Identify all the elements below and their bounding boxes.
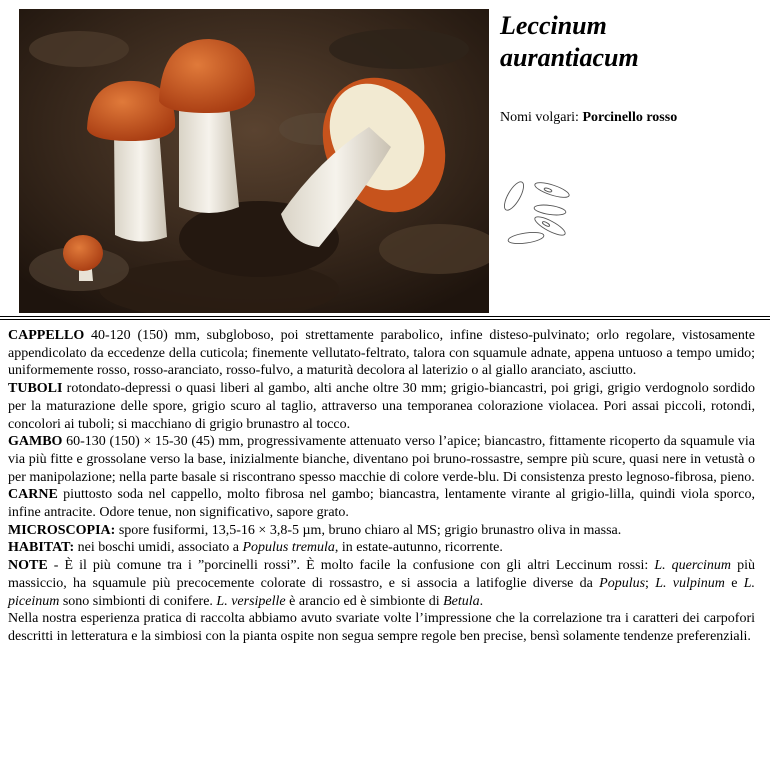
note-i6: Betula xyxy=(443,593,480,609)
title-genus: Leccinum xyxy=(500,11,607,40)
text-habitat-italic: Populus tremula xyxy=(242,540,335,556)
section-cappello xyxy=(8,327,755,380)
heading-carne: CARNE xyxy=(8,487,58,503)
note-i3: L. vulpinum xyxy=(655,575,725,591)
text-carne: piuttosto soda nel cappello, molto fibrosa nel gambo; biancastra, lentamente virante al grigio-lilla, quindi viola sporco, infine antracite. Odore tenue, non significativo, sapore grato. xyxy=(8,487,755,521)
section-microscopia xyxy=(8,522,755,540)
common-names-label: Nomi volgari: xyxy=(500,110,583,125)
note-t2: più massiccio, ha squamule più precocemente colorate di rossastro, e si associa a latifoglie diverse da xyxy=(8,558,755,591)
mushroom-illustration xyxy=(19,9,489,313)
note-t6: è arancio ed è simbionte di xyxy=(285,593,444,609)
section-habitat xyxy=(8,539,755,557)
note-i2: Populus xyxy=(599,575,646,591)
species-title xyxy=(500,10,760,74)
note-t1: - È il più comune tra i ”porcinelli rossi”. È molto facile la confusione con gli altri Leccinum rossi: xyxy=(47,558,655,574)
note-i4: L. piceinum xyxy=(8,575,756,609)
heading-cappello: CAPPELLO xyxy=(8,328,85,343)
common-names xyxy=(500,110,677,126)
heading-note: NOTE xyxy=(8,558,48,574)
spores-illustration xyxy=(500,178,580,250)
text-microscopia: spore fusiformi, 13,5-16 × 3,8-5 µm, bruno chiaro al MS; grigio brunastro oliva in massa. xyxy=(115,522,622,538)
heading-tuboli: TUBOLI xyxy=(8,381,63,397)
section-carne xyxy=(8,486,755,521)
section-gambo xyxy=(8,433,755,486)
spores-drawing xyxy=(500,178,580,250)
note-t4: e xyxy=(724,575,744,591)
separator-line-bottom xyxy=(0,319,770,320)
text-habitat-a: nei boschi umidi, associato a xyxy=(74,540,243,556)
heading-microscopia: MICROSCOPIA: xyxy=(8,522,116,538)
note-paragraph-2: Nella nostra esperienza pratica di raccolta abbiamo avuto svariate volte l’impressione che la correlazione tra i caratteri dei carpofori descritti in letteratura e la simbiosi con la pianta ospite non segua sempre regole ben precise, bensì solamente tendenze preferenziali. xyxy=(8,611,755,644)
description-body xyxy=(8,327,755,646)
note-t5: sono simbionti di conifere. xyxy=(59,593,217,609)
separator-line-top xyxy=(0,316,770,317)
text-cappello: 40-120 (150) mm, subgloboso, poi strettamente parabolico, infine disteso-pulvinato; orlo regolare, vistosamente appendicolato da eccedenze della cuticola; finemente vellutato-feltrato, talora con squamule adnate, appena untuoso a tempo umido; uniformemente rosso, rosso-aranciato, rosso-fulvo, a maturità decolora al laterizio o al giallo aranciato, asciutto. xyxy=(8,328,755,379)
text-tuboli: rotondato-depressi o quasi liberi al gambo, alti anche oltre 30 mm; grigio-biancastri, poi grigi, grigio verdognolo sordido per la maturazione delle spore, grigio scuro al taglio, attraverso una temporanea colorazione violacea. Pori assai piccoli, rotondi, concolori ai tuboli; si macchiano di grigio brunastro al tocco. xyxy=(8,381,755,432)
note-i1: L. quercinum xyxy=(654,558,732,574)
note-t3: ; xyxy=(645,575,656,591)
section-tuboli xyxy=(8,380,755,433)
note-i5: L. versipelle xyxy=(216,593,286,609)
text-habitat-b: , in estate-autunno, ricorrente. xyxy=(334,540,503,556)
title-species: aurantiacum xyxy=(500,43,639,72)
heading-habitat: HABITAT: xyxy=(8,540,75,556)
common-name-value: Porcinello rosso xyxy=(582,110,678,125)
mushroom-photo xyxy=(19,9,489,313)
note-t7: . xyxy=(479,593,484,609)
heading-gambo: GAMBO xyxy=(8,434,63,450)
section-note xyxy=(8,557,755,610)
text-gambo: 60-130 (150) × 15-30 (45) mm, progressivamente attenuato verso l’apice; biancastro, fittamente ricoperto da squamule via via più fitte e grossolane verso la base, inizialmente bianche, diventano poi bruno-rossastre, sempre più scure, quasi nere in vetustà o per manipolazione; nella parte basale si riscontrano spesso macchie di colore verde-blu. Di consistenza presto legnoso-fibrosa, pieno. xyxy=(8,434,755,485)
